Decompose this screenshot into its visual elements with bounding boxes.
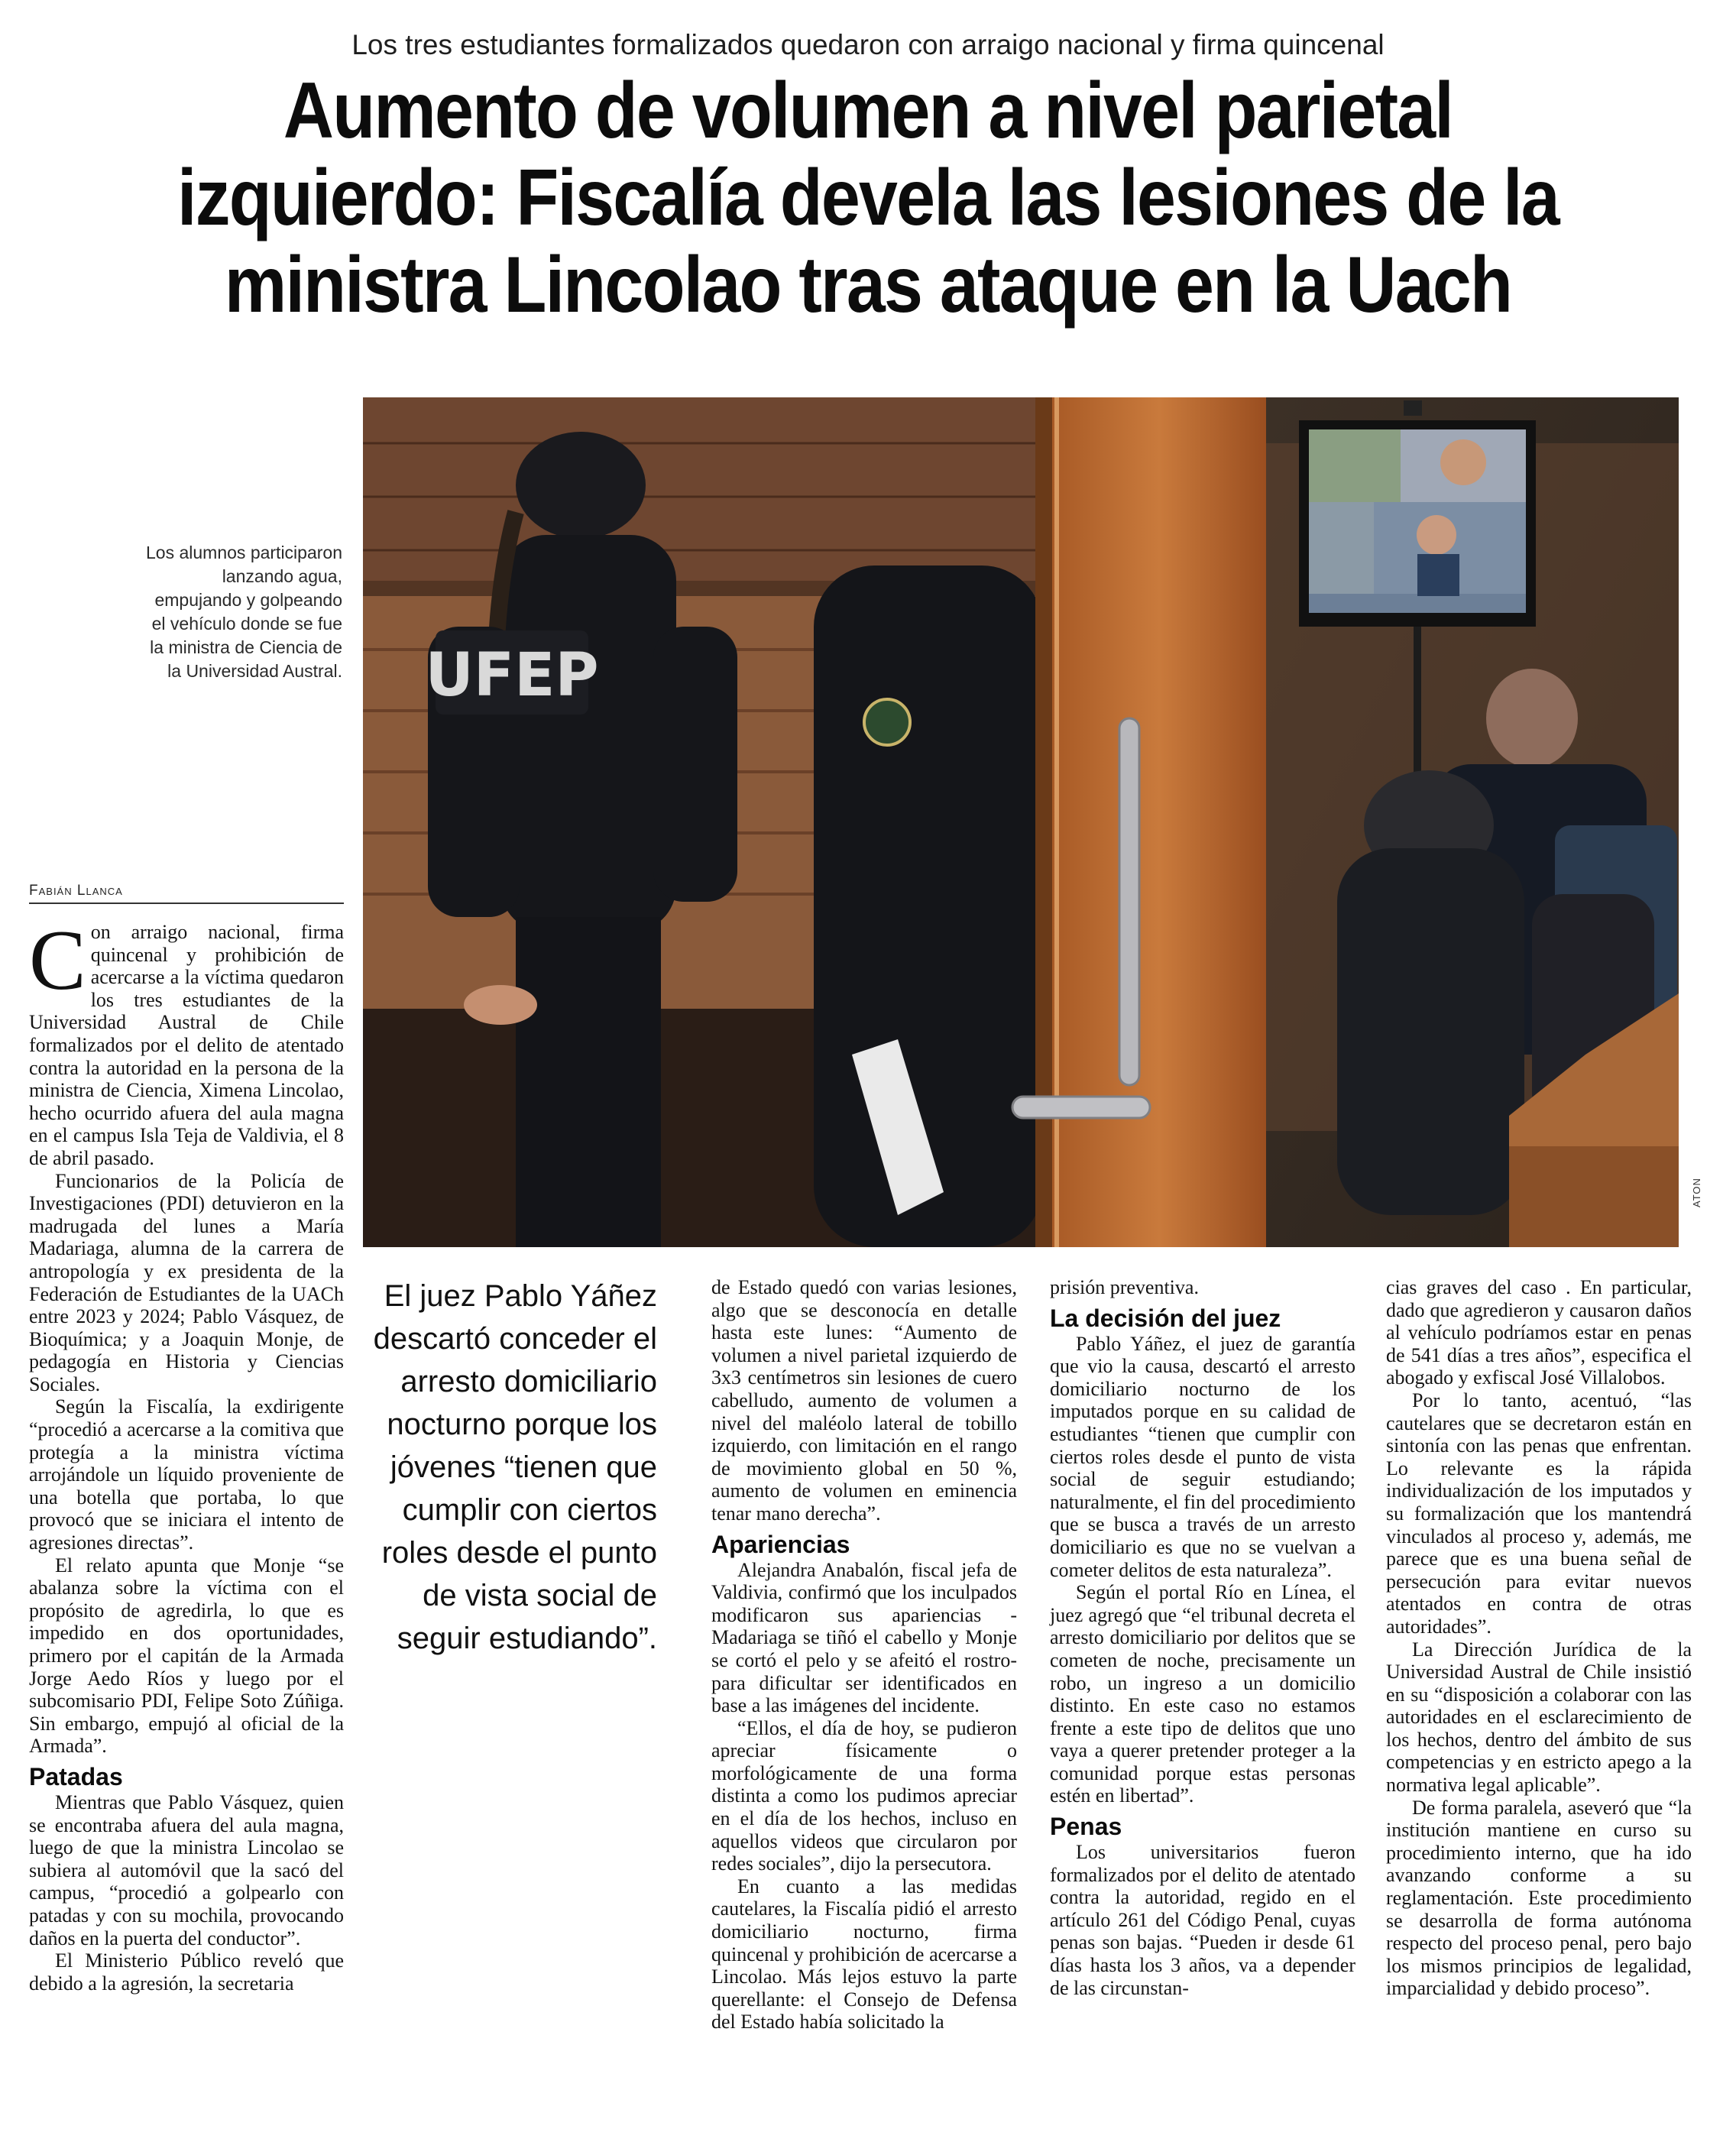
drop-cap: C xyxy=(29,913,86,1008)
photo-credit: ATON xyxy=(1691,1178,1702,1207)
paragraph: Funcionarios de la Policía de Investigaciones (PDI) detuvieron en la madrugada del lunes a María Madariaga, alumna de la carrera de antropología y ex presidenta de la Federación de Estudiantes de la UACh entre 2023 y 2024; Pablo Vásquez, de Bioquímica; y a Joaquin Monje, de pedagogía en Historia y Ciencias Sociales. xyxy=(29,1169,344,1395)
paragraph: “Ellos, el día de hoy, se pudieron apreciar físicamente o morfológicamente de una forma distinta a como los pudimos apreciar en el día de los hechos, incluso en aquellos videos que circularon por redes sociales”, dijo la persecutora. xyxy=(711,1716,1017,1875)
courtroom-photo xyxy=(363,397,1679,1247)
paragraph: prisión preventiva. xyxy=(1050,1276,1199,1298)
second-officer-figure xyxy=(814,565,1043,1247)
lead-text: on arraigo nacional, firma quincenal y prohibición de acercarse a la víctima quedaron los tres estudiantes de la Universidad Austral de Chile formalizados por el delito de atentado contra la autoridad en la persona de la ministra de Ciencia, Ximena Lincolao, hecho ocurrido afuera del aula magna en el campus Isla Teja de Valdivia, el 8 de abril pasado. xyxy=(29,921,344,1169)
paragraph: cias graves del caso . En particular, dado que agredieron y causaron daños al vehículo podríamos estar en penas de 541 días a tres años”, especifica el abogado y exfiscal José Villalobos. xyxy=(1386,1276,1692,1389)
pull-quote: El juez Pablo Yáñez descartó conceder el arresto domiciliario nocturno porque los jóvenes “tienen que cumplir con ciertos roles desde el punto de vista social de seguir estudiando”. xyxy=(373,1279,657,1655)
paragraph: El Ministerio Público reveló que debido a la agresión, la secretaria xyxy=(29,1949,344,1995)
paragraph: Según la Fiscalía, la exdirigente “procedió a acercarse a la comitiva que protegía a la ministra víctima arrojándole un líquido proveniente de una botella que portaba, lo que provocó que se iniciara el intento de agresiones directas”. xyxy=(29,1395,344,1554)
byline-rule xyxy=(29,903,344,904)
vest-label: UFEP xyxy=(425,641,599,710)
article-kicker: Los tres estudiantes formalizados quedaron con arraigo nacional y firma quincenal xyxy=(351,29,1385,60)
headline-line-1: Aumento de volumen a nivel parietal xyxy=(283,66,1453,155)
photo-caption: Los alumnos participaron lanzando agua, empujando y golpeando el vehículo donde se fue la ministra de Ciencia de la Universidad Austral. xyxy=(146,543,342,681)
subhead-patadas: Patadas xyxy=(29,1762,123,1790)
paragraph: Alejandra Anabalón, fiscal jefa de Valdivia, confirmó que los inculpados modificaron sus apariencias -Madariaga se tiñó el cabello y Monje se cortó el pelo y se afeitó el rostro- para dificultar ser identificados en base a las imágenes del incidente. xyxy=(711,1558,1017,1717)
article-headline xyxy=(144,67,1592,329)
paragraph: El relato apunta que Monje “se abalanza sobre la víctima con el propósito de agredirla, lo que es impedido en dos oportunidades, primero por el capitán de la Armada Jorge Aedo Ríos y luego por el subcomisario PDI, Felipe Soto Zúñiga. Sin embargo, empujó al oficial de la Armada”. xyxy=(29,1554,344,1758)
subhead-decision-del-juez: La decisión del juez xyxy=(1050,1304,1281,1332)
lead-paragraph xyxy=(29,913,344,1170)
headline-line-3: ministra Lincolao tras ataque en la Uach xyxy=(224,241,1512,329)
article-column-3 xyxy=(711,1276,1017,2033)
subhead-apariencias: Apariencias xyxy=(711,1530,850,1558)
paragraph: de Estado quedó con varias lesiones, algo que se desconocía en detalle hasta este lunes: “Aumento de volumen a nivel parietal izquierdo de 3x3 centímetros sin lesiones de cuero cabelludo, aumento de volumen a nivel del maléolo lateral de tobillo izquierdo, con limitación en el rango de movimiento global en 50 %, aumento de volumen en eminencia tenar mano derecha”. xyxy=(711,1276,1017,1525)
paragraph: Según el portal Río en Línea, el juez agregó que “el tribunal decreta el arresto domiciliario por delitos que se cometen de noche, precisamente un robo, un ingreso a un domicilio distinto. En este caso no estamos frente a este tipo de delitos que uno vaya a querer pretender proteger a la comunidad porque estas personas estén en libertad”. xyxy=(1050,1581,1355,1807)
paragraph: En cuanto a las medidas cautelares, la Fiscalía pidió el arresto domiciliario nocturno, firma quincenal y prohibición de acercarse a Lincolao. Más lejos estuvo la parte querellante: el Consejo de Defensa del Estado había solicitado la xyxy=(711,1875,1017,2033)
door-handle xyxy=(1119,718,1139,1085)
article-column-1 xyxy=(29,913,344,1995)
byline: Fabián Llanca xyxy=(29,883,123,899)
subhead-penas: Penas xyxy=(1050,1813,1122,1841)
paragraph: Mientras que Pablo Vásquez, quien se encontraba afuera del aula magna, luego de que la ministra Lincolao se subiera al automóvil que la sacó del campus, “procedió a golpearlo con patadas y con su mochila, provocando daños en la puerta del conductor”. xyxy=(29,1790,344,1949)
paragraph: Pablo Yáñez, el juez de garantía que vio la causa, descartó el arresto domiciliario nocturno de los imputados porque en su calidad de estudiantes “tienen que cumplir con ciertos roles desde el punto de vista social de seguir estudiando; naturalmente, el fin del procedimiento que se busca a través de un arresto domiciliario es que no se vuelvan a cometer delitos de esta naturaleza”. xyxy=(1050,1332,1355,1581)
paragraph: Los universitarios fueron formalizados por el delito de atentado contra la autoridad, regido en el artículo 261 del Código Penal, cuyas penas son bajas. “Pueden ir desde 61 días hasta los 3 años, va a depender de las circunstan- xyxy=(1050,1841,1355,1999)
article-column-4 xyxy=(1050,1276,1355,1999)
headline-line-2: izquierdo: Fiscalía devela las lesiones de la xyxy=(177,154,1559,242)
paragraph: De forma paralela, aseveró que “la institución mantiene en curso su procedimiento interno, que ha ido avanzando conforme a su reglamentación. Este procedimiento se desarrolla de forma autónoma respecto del proceso penal, pero bajo los mismos principios de legalidad, imparcialidad y debido proceso”. xyxy=(1386,1796,1692,2000)
paragraph: La Dirección Jurídica de la Universidad Austral de Chile insistió en su “disposición a colaborar con las autoridades en el esclarecimiento de los hechos, dentro del ámbito de sus competencias y en estricto apego a la normativa legal aplicable”. xyxy=(1386,1638,1692,1797)
paragraph: Por lo tanto, acentuó, “las cautelares que se decretaron están en sintonía con las penas que enfrentan. Lo relevante es la rápida individualización de los imputados y su formalización que los mantendrá vinculados al proceso y, además, me parece que es una buena señal de persecución para evitar nuevos atentados en contra de otras autoridades”. xyxy=(1386,1389,1692,1638)
article-column-5 xyxy=(1386,1276,1692,2000)
